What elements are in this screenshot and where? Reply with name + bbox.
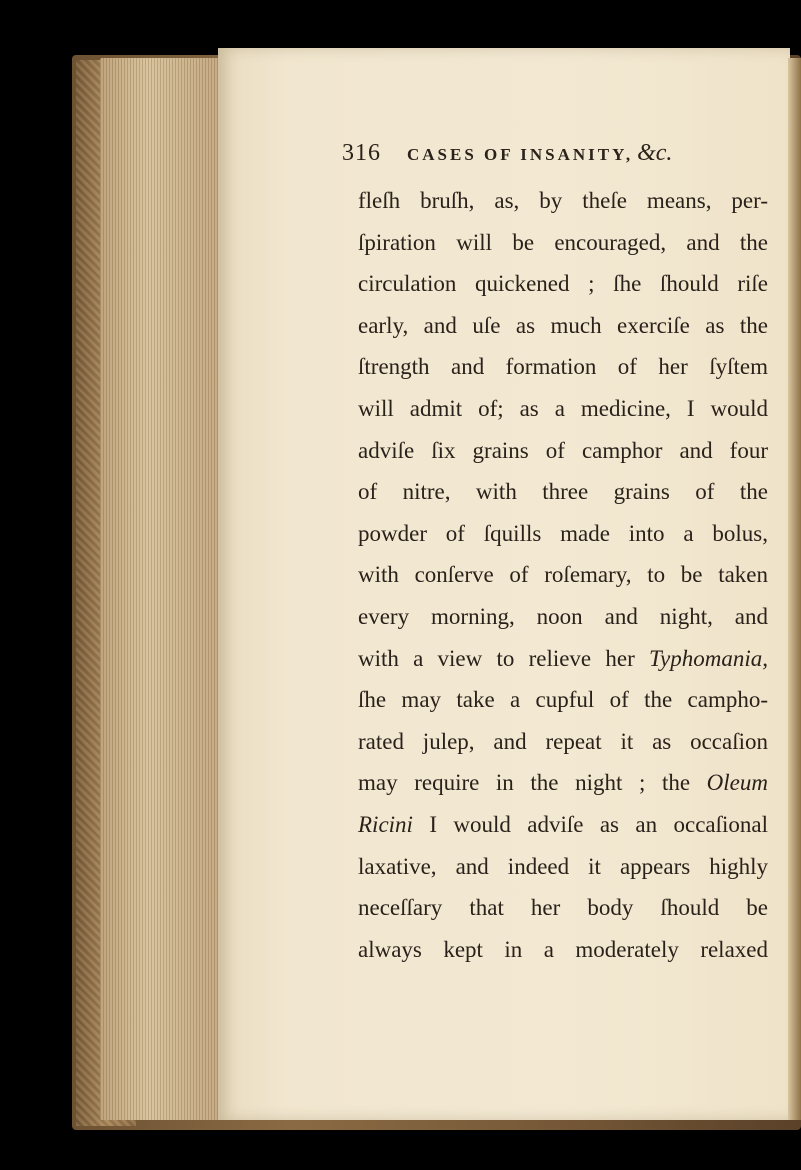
running-title: CASES OF INSANITY, <box>407 145 634 164</box>
running-title-etc: &c. <box>637 140 673 166</box>
running-head <box>342 140 772 180</box>
page-number: 316 <box>342 140 381 166</box>
text-line: laxative, and indeed it appears highly <box>358 853 768 879</box>
text-line: with a view to relieve her Typhomania, <box>358 645 768 671</box>
body-text <box>358 180 768 970</box>
text-line: fleſh bruſh, as, by theſe means, per- <box>358 188 768 213</box>
text-line: ſtrength and formation of her ſyſtem <box>358 354 768 380</box>
text-line: rated julep, and repeat it as occaſion <box>358 728 768 754</box>
text-line: neceſſary that her body ſhould be <box>358 895 768 921</box>
text-line: ſhe may take a cupful of the campho- <box>358 687 768 713</box>
text-line: Ricini I would adviſe as an occaſional <box>358 811 768 837</box>
text-line: circulation quickened ; ſhe ſhould riſe <box>358 271 768 297</box>
right-cover-edge <box>788 58 801 1120</box>
italic-term: Typhomania, <box>648 645 768 671</box>
text-line: every morning, noon and night, and <box>358 603 768 629</box>
page-edges-stack <box>100 58 220 1120</box>
italic-term: Oleum <box>706 770 768 796</box>
text-line: may require in the night ; the Oleum <box>358 770 768 796</box>
text-line: powder of ſquills made into a bolus, <box>358 520 768 546</box>
text-line: always kept in a moderately relaxed <box>358 936 768 962</box>
text-line: ſpiration will be encouraged, and the <box>358 229 768 255</box>
text-line: with conſerve of roſemary, to be taken <box>358 562 768 588</box>
text-line: adviſe ſix grains of camphor and four <box>358 437 768 463</box>
text-line: early, and uſe as much exerciſe as the <box>358 312 768 338</box>
text-line: will admit of; as a medicine, I would <box>358 395 768 421</box>
text-line: of nitre, with three grains of the <box>358 479 768 505</box>
italic-term: Ricini <box>358 811 413 837</box>
